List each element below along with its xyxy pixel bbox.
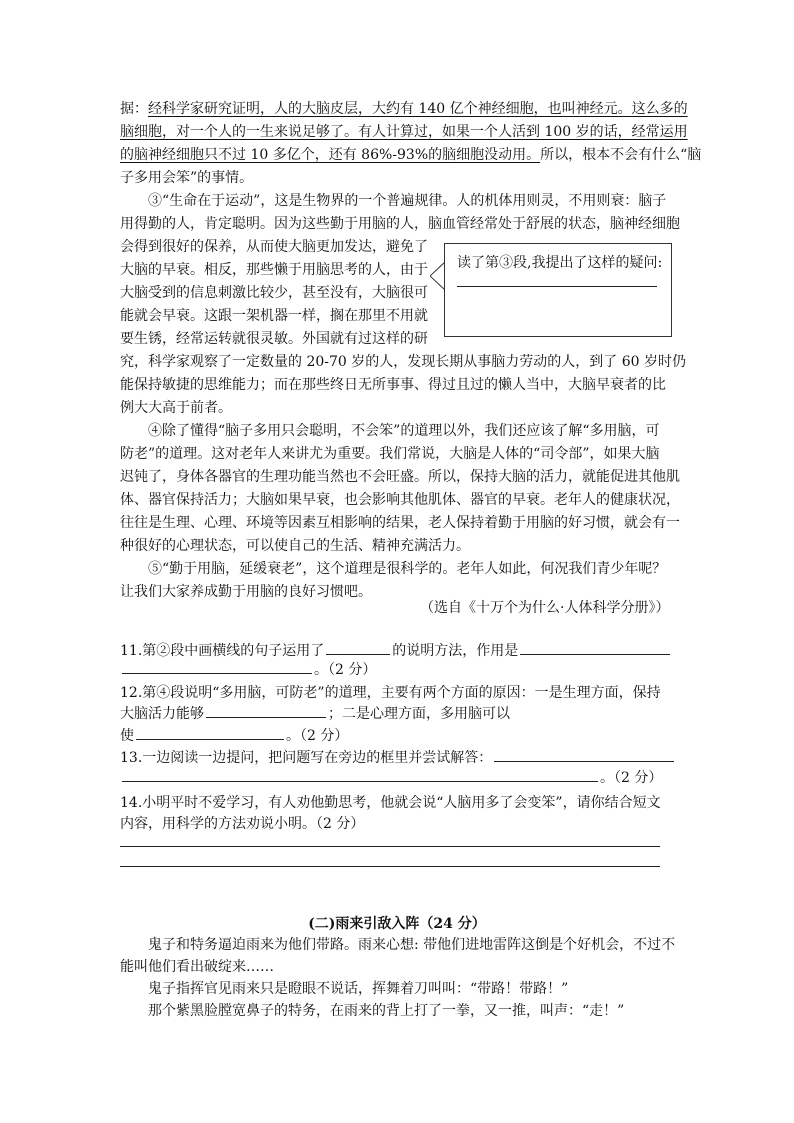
passage-line: 会得到很好的保养，从而使大脑更加发达，避免了 — [120, 239, 428, 255]
passage-line: 能保持敏捷的思维能力；而在那些终日无所事事、得过且过的懒人当中，大脑早衰者的比 — [120, 377, 666, 393]
question-13-cont: 。（2 分） — [120, 767, 662, 789]
question-14: 14.小明平时不爱学习，有人劝他勤思考，他就会说“人脑用多了会变笨”，请你结合短文 — [120, 795, 661, 811]
question-callout-box[interactable] — [444, 243, 672, 337]
question-12: 12.第④段说明“多用脑，可防老”的道理，主要有两个方面的原因：一是生理方面，保持 — [120, 685, 661, 701]
question-12-cont: 使 。（2 分） — [120, 725, 348, 747]
answer-blank[interactable] — [206, 703, 326, 718]
underlined-sentence: 的脑神经细胞只不过 10 多亿个，还有 86%-93%的脑细胞没动用。 — [120, 147, 541, 163]
question-14-cont: 内容，用科学的方法劝说小明。（2 分） — [120, 816, 365, 832]
passage-line: 能叫他们看出破绽来…… — [120, 959, 274, 975]
passage-line: 子多用会笨”的事情。 — [120, 170, 254, 186]
answer-blank[interactable] — [326, 640, 390, 655]
question-11: 11.第②段中画横线的句子运用了 的说明方法，作用是 — [120, 640, 672, 662]
passage-line: 体、器官保持活力；大脑如果早衰，也会影响其他肌体、器官的早衰。老年人的健康状况， — [120, 492, 680, 508]
passage-line: 的脑神经细胞只不过 10 多亿个，还有 86%-93%的脑细胞没动用。所以，根本不会有什么“脑 — [120, 147, 702, 163]
passage-line: 往往是生理、心理、环境等因素互相影响的结果，老人保持着勤于用脑的好习惯，就会有一 — [120, 515, 680, 531]
passage-line: 用得勤的人，肯定聪明。因为这些勤于用脑的人，脑血管经常处于舒展的状态，脑神经细胞 — [120, 216, 680, 232]
passage-line: 据：经科学家研究证明，人的大脑皮层，大约有 140 亿个神经细胞，也叫神经元。这么多的 — [120, 101, 688, 117]
answer-blank[interactable] — [122, 767, 598, 782]
passage-line: 防老”的道理。这对老年人来讲尤为重要。我们常说，大脑是人体的“司令部”，如果大脑 — [120, 446, 660, 462]
passage-line: ④除了懂得“脑子多用只会聪明，不会笨”的道理以外，我们还应该了解“多用脑，可 — [148, 423, 660, 439]
underlined-sentence: 脑细胞，对一个人的一生来说足够了。有人计算过，如果一个人活到 100 岁的话，经常运用 — [120, 124, 688, 140]
question-11-cont: 。（2 分） — [120, 659, 376, 681]
callout-answer-line[interactable] — [457, 286, 657, 287]
source-citation: （选自《十万个为什么·人体科学分册》） — [420, 600, 670, 616]
passage-line: 让我们大家养成勤于用脑的良好习惯吧。 — [120, 584, 372, 600]
answer-blank[interactable] — [520, 640, 670, 655]
answer-blank[interactable] — [136, 725, 284, 740]
passage-line: 迟钝了，身体各器官的生理功能当然也不会旺盛。所以，保持大脑的活力，就能促进其他肌 — [120, 469, 680, 485]
answer-line[interactable] — [120, 846, 660, 847]
passage-line: 大脑受到的信息刺激比较少，甚至没有，大脑很可 — [120, 285, 428, 301]
passage-line: 种很好的心理状态，可以使自己的生活、精神充满活力。 — [120, 538, 470, 554]
passage-line: 例大大高于前者。 — [120, 400, 232, 416]
passage-line: 那个紫黑脸膛宽鼻子的特务，在雨来的背上打了一拳，又一推，叫声：“走！” — [148, 1003, 625, 1019]
section-title: (二)雨来引敌入阵（24 分） — [308, 916, 486, 932]
passage-line: 大脑的早衰。相反，那些懒于用脑思考的人，由于 — [120, 262, 428, 278]
answer-line[interactable] — [120, 866, 660, 867]
passage-line: ⑤“勤于用脑，延缓衰老”，这个道理是很科学的。老年人如此，何况我们青少年呢？ — [148, 561, 667, 577]
passage-line: 鬼子和特务逼迫雨来为他们带路。雨来心想: 带他们进地雷阵这倒是个好机会，不过不 — [148, 937, 676, 953]
answer-blank[interactable] — [122, 659, 312, 674]
passage-line: 能就会早衰。这跟一架机器一样，搁在那里不用就 — [120, 308, 428, 324]
callout-prompt: 读了第③段,我提出了这样的疑问: — [457, 255, 663, 271]
passage-line: 鬼子指挥官见雨来只是瞪眼不说话，挥舞着刀叫叫：“带路！带路！” — [148, 981, 569, 997]
underlined-sentence: 经科学家研究证明，人的大脑皮层，大约有 140 亿个神经细胞，也叫神经元。这么多的 — [148, 101, 688, 117]
passage-line: 要生锈，经常运转就很灵敏。外国就有过这样的研 — [120, 331, 428, 347]
question-13: 13.一边阅读一边提问，把问题写在旁边的框里并尝试解答： — [120, 747, 676, 769]
question-12-cont: 大脑活力能够 ；二是心理方面，多用脑可以 — [120, 703, 510, 725]
passage-line: 究，科学家观察了一定数量的 20-70 岁的人，发现长期从事脑力劳动的人，到了 60 岁时仍 — [120, 354, 686, 370]
passage-line: ③“生命在于运动”，这是生物界的一个普遍规律。人的机体用则灵，不用则衰：脑子 — [148, 193, 667, 209]
answer-blank[interactable] — [494, 747, 674, 762]
